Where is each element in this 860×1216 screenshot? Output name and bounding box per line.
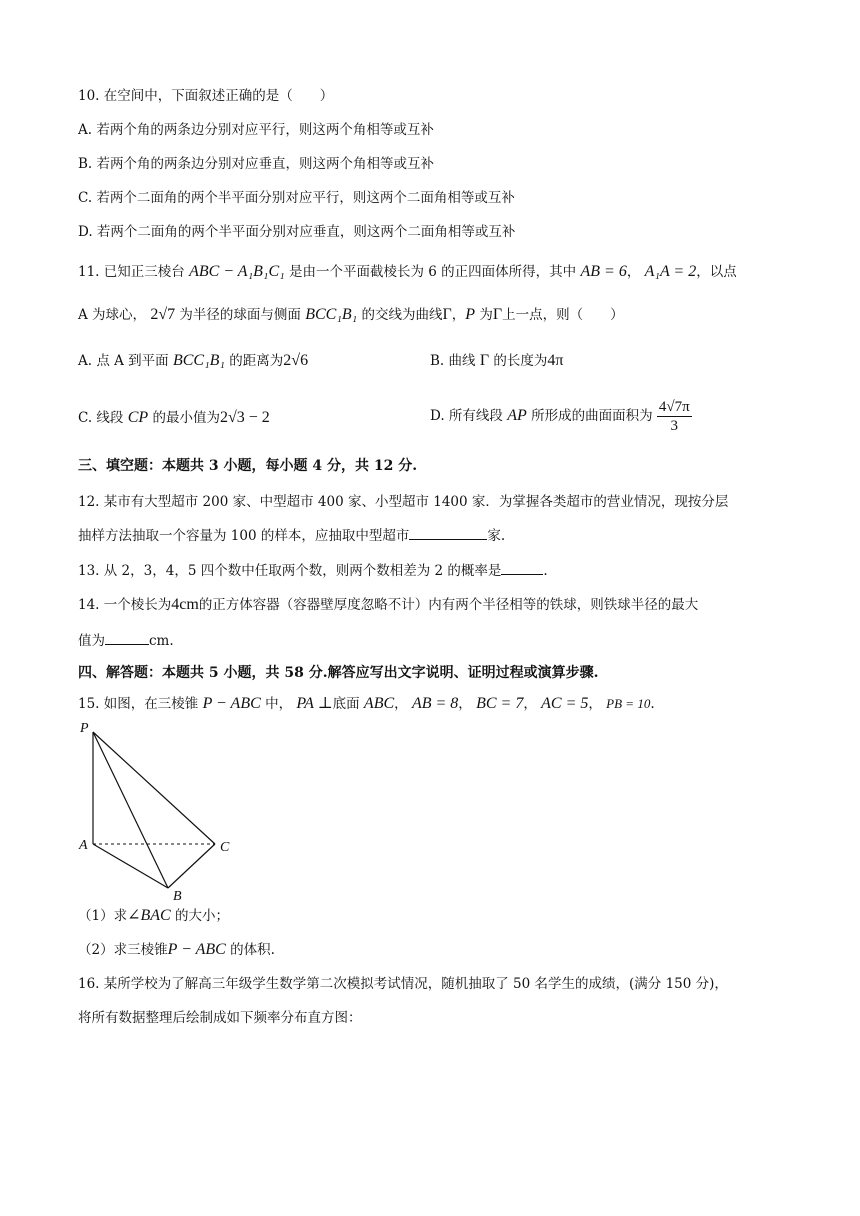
- q11-option-a: A. 点 A 到平面 BCC₁B₁ 的距离为2√6: [78, 352, 309, 369]
- q13: 13. 从 2，3，4，5 四个数中任取两个数，则两个数相差为 2 的概率是 .: [78, 560, 548, 581]
- answer-blank[interactable]: [501, 560, 543, 575]
- section-4-heading: 四、解答题：本题共 5 小题，共 58 分.解答应写出文字说明、证明过程或演算步骤.: [78, 665, 599, 681]
- q15-stem: 15. 如图，在三棱锥 P − ABC 中， PA ⊥底面 ABC， AB = 8， BC = 7， AC = 5， PB = 10.: [78, 695, 655, 712]
- q10-stem: 10. 在空间中，下面叙述正确的是（ ）: [78, 88, 334, 104]
- label-b: B: [173, 889, 182, 904]
- q11-stem-line1: 11. 已知正三棱台 ABC − A₁B₁C₁ 是由一个平面截棱长为 6 的正四面体所得，其中 AB = 6， A₁A = 2，以点: [78, 263, 737, 280]
- q11-stem-line2: A 为球心， 2√7 为半径的球面与侧面 BCC₁B₁ 的交线为曲线Γ，P 为Γ上一点，则（ ）: [78, 306, 624, 323]
- answer-fraction: $\frac{4√7\pi}{3}$: [658, 399, 690, 434]
- q10-option-a: A. 若两个角的两条边分别对应平行，则这两个角相等或互补: [78, 122, 434, 138]
- q10-option-b: B. 若两个角的两条边分别对应垂直，则这两个角相等或互补: [78, 156, 435, 172]
- q16-line2: 将所有数据整理后绘制成如下频率分布直方图：: [78, 1010, 362, 1026]
- q11-option-b: B. 曲线 Γ 的长度为4π: [430, 352, 564, 369]
- q14-line2: 值为 cm.: [78, 630, 174, 651]
- q11-option-c: C. 线段 CP 的最小值为2√3 − 2: [78, 409, 270, 426]
- q10-option-c: C. 若两个二面角的两个半平面分别对应平行，则这两个二面角相等或互补: [78, 190, 515, 206]
- answer-blank[interactable]: [409, 525, 487, 540]
- label-c: C: [220, 840, 230, 855]
- q11-option-d: D. 所有线段 AP 所形成的曲面面积为 $\frac{4√7\pi}{3}$: [430, 399, 690, 434]
- edge-pb: [93, 732, 168, 888]
- q12-line2: 抽样方法抽取一个容量为 100 的样本，应抽取中型超市 家.: [78, 525, 505, 546]
- q12-line1: 12. 某市有大型超市 200 家、中型超市 400 家、小型超市 1400 家．为掌握各类超市的营业情况，现按分层: [78, 494, 729, 510]
- q15-part1: （1）求∠BAC 的大小；: [78, 907, 230, 924]
- edge-ab: [93, 844, 168, 888]
- q10-option-d: D. 若两个二面角的两个半平面分别对应垂直，则这两个二面角相等或互补: [78, 224, 516, 240]
- pyramid-figure: [78, 718, 248, 904]
- section-3-heading: 三、填空题：本题共 3 小题，每小题 4 分，共 12 分.: [78, 458, 418, 474]
- edge-bc: [168, 844, 215, 888]
- label-a: A: [79, 838, 88, 853]
- q16-line1: 16. 某所学校为了解高三年级学生数学第二次模拟考试情况，随机抽取了 50 名学生的成绩，(满分 150 分)，: [78, 976, 728, 992]
- label-p: P: [80, 721, 89, 736]
- edge-pc: [93, 732, 215, 844]
- answer-blank[interactable]: [105, 630, 149, 645]
- q14-line1: 14. 一个棱长为4cm的正方体容器（容器壁厚度忽略不计）内有两个半径相等的铁球，则铁球半径的最大: [78, 596, 699, 613]
- q15-part2: （2）求三棱锥P − ABC 的体积.: [78, 941, 275, 958]
